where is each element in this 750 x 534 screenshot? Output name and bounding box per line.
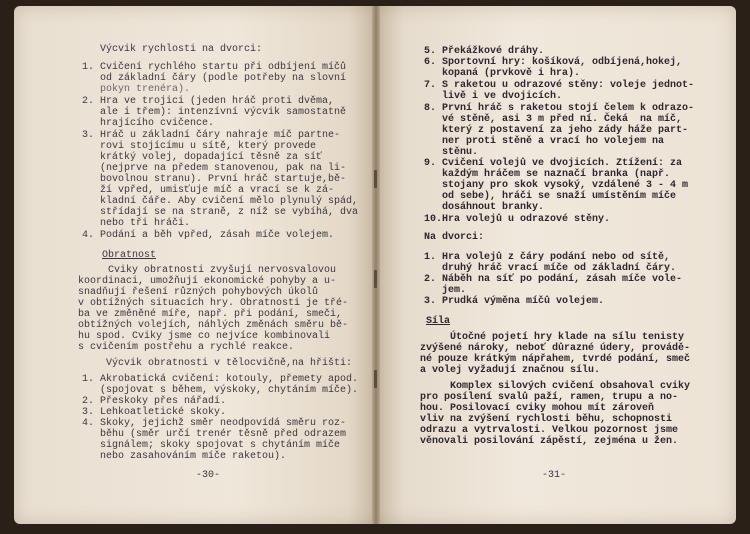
agility-line: snadňují řešení různých pohybových úkolů	[78, 287, 319, 298]
court-heading: Na dvorci:	[424, 232, 485, 243]
list-line: 6. Sportovní hry: košíková, odbíjená,hokej,	[424, 57, 683, 68]
speed-line: 3. Hráč u základní čáry nahraje míč partne-	[82, 130, 341, 141]
gym-line: 3. Lehkoatletické skoky.	[82, 407, 227, 418]
gym-line: 1. Akrobatická cvičení: kotouly, přemety apod.	[82, 374, 359, 385]
strength-line: vliv na zvýšení rychlosti běhu, schopnosti	[420, 414, 673, 425]
list-line: vé stěně, asi 3 m před ní. Čeká na míč,	[424, 114, 683, 125]
court-line: 2. Náběh na síť po podání, zásah míče vole-	[424, 274, 683, 285]
strength-line: Útočné pojetí hry klade na sílu tenisty	[420, 332, 685, 343]
binding-stitch	[374, 170, 377, 188]
list-line: dosáhnout branky.	[424, 202, 545, 213]
gym-line: nebo zasahováním míče raketou).	[82, 451, 287, 462]
speed-line: kladní čáře. Aby cvičení mělo plynulý spád,	[82, 196, 359, 207]
list-line: 10.Hra volejů u odrazové stěny.	[424, 214, 611, 225]
agility-line: obtížných volejích, náhlých změnách směru bě-	[78, 320, 349, 331]
list-line: 5. Překážkové dráhy.	[424, 46, 545, 57]
strength-line: odrazu a vytrvalosti. Velkou pozornost jsme	[420, 425, 679, 436]
gym-line: běhu (směr určí trenér těsně před odrazem	[82, 429, 347, 440]
speed-line: 1. Cvičení rychlého startu při odbíjení míčů	[82, 62, 347, 73]
court-line: 1. Hra volejů z čáry podání nebo od sítě,	[424, 252, 671, 263]
strength-line: a volej vyžadují značnou sílu.	[420, 365, 601, 376]
agility-line: s cvičením postřehu a rychlé reakce.	[78, 342, 295, 353]
court-line: druhý hráč vrací míče od základní čáry.	[424, 263, 677, 274]
binding-stitch	[374, 270, 377, 288]
speed-line: 2. Hra ve trojici (jeden hráč proti dvěma,	[82, 96, 335, 107]
page-number-right: -31-	[542, 470, 567, 481]
gym-heading: Výcvik obratnosti v tělocvičně,na hřišti:	[106, 358, 353, 369]
list-line: stěnu.	[424, 147, 479, 158]
agility-line: Cviky obratnosti zvyšují nervosvalovou	[78, 265, 337, 276]
list-line: každým hráčem se naznačí branka (např.	[424, 169, 671, 180]
list-line: od sebe), hráči se snaží umístěním míče	[424, 191, 677, 202]
page-number-left: -30-	[196, 470, 221, 481]
speed-line: rovi stojícímu u sítě, který provede	[82, 141, 317, 152]
list-line: který z postavení za jeho zády háže part-	[424, 125, 689, 136]
binding-stitch	[374, 370, 377, 388]
speed-line: 4. Podání a běh vpřed, zásah míče volejem.	[82, 230, 335, 241]
list-line: livě i ve dvojicích.	[424, 91, 563, 102]
speed-heading: Výcvik rychlosti na dvorci:	[100, 44, 263, 55]
strength-line: věnovali posilování zápěstí, zejména u žen.	[420, 436, 679, 447]
strength-line: zvýšené nároky, neboť důrazné údery, provádě-	[420, 343, 691, 354]
list-line: stojany pro skok vysoký, vzdálené 3 - 4 m	[424, 180, 689, 191]
court-line: 3. Prudká výměna míčů volejem.	[424, 296, 605, 307]
speed-line: nebo tři hráči.	[82, 218, 191, 229]
agility-line: hu spod. Cviky jsme co nejvíce kombinovali	[78, 331, 331, 342]
strength-line: Komplex silových cvičení obsahoval cviky	[420, 381, 691, 392]
agility-line: ba ve změněné míře, např. při podání, smeči,	[78, 309, 343, 320]
strength-line: pro posílení svalů paží, ramen, trupu a no-	[420, 392, 679, 403]
gym-line: 4. Skoky, jejichž směr neodpovídá směru roz-	[82, 418, 347, 429]
gym-line: (spojovat s během, výskoky, chytáním míče).	[82, 385, 359, 396]
book-spine	[372, 6, 380, 524]
speed-line: (nejprve na předem stanovenou, pak na li-	[82, 163, 347, 174]
strength-line: né pouze krátkým nápřahem, tvrdé podání, smeč	[420, 354, 691, 365]
speed-line: bovolnou stranu). První hráč startuje,bě-	[82, 174, 347, 185]
strength-line: hou. Posilovací cviky mohou mít zároveň	[420, 403, 655, 414]
speed-line: hrajícího cvičence.	[82, 118, 215, 129]
gym-line: signálem; skoky spojovat s chytáním míče	[82, 440, 341, 451]
list-line: 9. Cvičení volejů ve dvojicích. Ztížení: za	[424, 158, 683, 169]
speed-line: krátký volej, dopadající těsně za síť	[82, 152, 323, 163]
list-line: ner proti stěně a vrací ho volejem na	[424, 136, 665, 147]
list-line: 8. První hráč s raketou stojí čelem k odrazo-	[424, 103, 695, 114]
speed-line: ale i třem): intenzívní výcvik samostatně	[82, 107, 347, 118]
speed-line: od základní čáry (podle potřeby na slovní	[82, 73, 347, 84]
gym-line: 2. Přeskoky přes nářadí.	[82, 396, 227, 407]
list-line: kopaná (prvkově i hra).	[424, 68, 581, 79]
list-line: 7. S raketou u odrazové stěny: voleje jednot-	[424, 80, 695, 91]
court-line: jem.	[424, 285, 467, 296]
agility-line: koordinaci, umožňují ekonomické pohyby a u-	[78, 276, 337, 287]
strength-heading: Síla	[426, 316, 451, 327]
agility-heading: Obratnost	[102, 250, 157, 261]
speed-line: střídají se na straně, z níž se vybíhá, dva	[82, 207, 359, 218]
speed-line: ží vpřed, umisťuje míč a vrací se k zá-	[82, 185, 335, 196]
speed-line: pokyn trenéra).	[82, 84, 191, 95]
agility-line: v obtížných situacích hry. Obratnosti je třé-	[78, 298, 349, 309]
